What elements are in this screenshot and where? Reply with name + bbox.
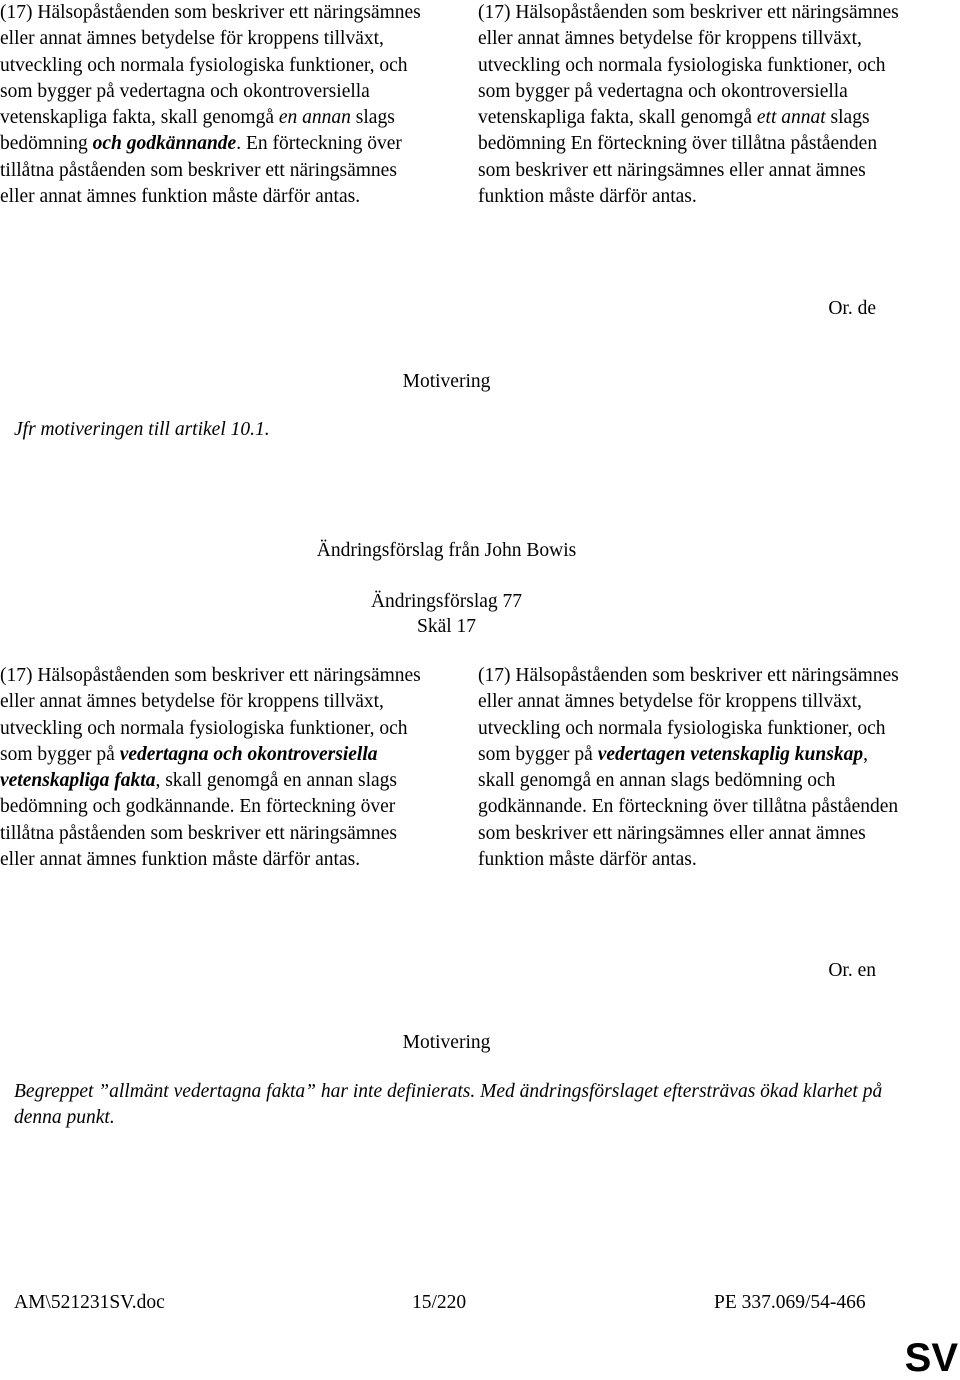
- block2-right-bold-emphasis: vedertagen vetenskaplig kunskap: [597, 743, 864, 765]
- footer-page-number: 15/220: [412, 1292, 467, 1313]
- block1-right-emphasis: ett annat: [756, 107, 826, 129]
- block1-justification-text: Jfr motiveringen till artikel 10.1.: [14, 419, 270, 440]
- block2-right-part2: , skall genomgå en annan slags bedömning och godkännande. En förteckning över tillåtna påståenden som beskriver ett näringsämnes eller annat ämnes funktion måste därför antas.: [478, 743, 899, 871]
- block1-left-part3: . En förteckning över tillåtna påståenden som beskriver ett näringsämnes eller annat ämnes funktion måste därför antas.: [0, 133, 402, 208]
- language-tag: SV: [904, 1336, 958, 1380]
- block2-right-part1: (17) Hälsopåståenden som beskriver ett näringsämnes eller annat ämnes betydelse för kroppens tillväxt, utveckling och normala fysiologiska funktioner, och som bygger på: [478, 665, 899, 765]
- amendment-tabled-by: Ändringsförslag från John Bowis: [316, 540, 577, 561]
- block2-original-language: Or. en: [828, 960, 876, 981]
- footer-doc-ref: AM\521231SV.doc: [14, 1292, 165, 1313]
- block1-left-part1: (17) Hälsopåståenden som beskriver ett näringsämnes eller annat ämnes betydelse för kroppens tillväxt, utveckling och normala fysiologiska funktioner, och som bygger på vedertagna och okontroversiella vetenskapliga fakta, skall genomgå: [0, 2, 421, 129]
- block2-left-part1: (17) Hälsopåståenden som beskriver ett näringsämnes eller annat ämnes betydelse för kroppens tillväxt, utveckling och normala fysiologiska funktioner, och som bygger på: [0, 665, 421, 765]
- block1-left-text: [0, 0, 425, 210]
- block2-left-bold-emphasis: vedertagna och okontroversiella vetenskapliga fakta: [0, 743, 378, 792]
- block1-justification-heading: Motivering: [402, 371, 491, 392]
- block2-right-text: [478, 663, 903, 873]
- footer-pe-ref: PE 337.069/54-466: [714, 1292, 866, 1313]
- amendment-number: Ändringsförslag 77: [370, 591, 523, 612]
- block1-original-language: Or. de: [828, 298, 876, 319]
- block1-right-text: [478, 0, 903, 210]
- block2-justification-heading: Motivering: [402, 1032, 491, 1053]
- block2-left-text: [0, 663, 425, 873]
- amendment-recital: Skäl 17: [416, 616, 477, 637]
- block1-right-part1: (17) Hälsopåståenden som beskriver ett näringsämnes eller annat ämnes betydelse för kroppens tillväxt, utveckling och normala fysiologiska funktioner, och som bygger på vedertagna och okontroversiella vetenskapliga fakta, skall genomgå: [478, 2, 899, 129]
- block1-left-part2: slags bedömning: [0, 107, 395, 155]
- block1-left-bold-emphasis: och godkännande: [92, 133, 237, 155]
- block1-right-part2: slags bedömning En förteckning över tillåtna påståenden som beskriver ett näringsämnes eller annat ämnes funktion måste därför antas.: [478, 107, 878, 208]
- block1-left-emphasis: en annan: [278, 107, 351, 129]
- block2-justification-text: Begreppet ”allmänt vedertagna fakta” har inte definierats. Med ändringsförslaget eftersträvas ökad klarhet på denna punkt.: [14, 1081, 883, 1129]
- block2-left-part2: , skall genomgå en annan slags bedömning och godkännande. En förteckning över tillåtna påståenden som beskriver ett näringsämnes eller annat ämnes funktion måste därför antas.: [0, 770, 397, 871]
